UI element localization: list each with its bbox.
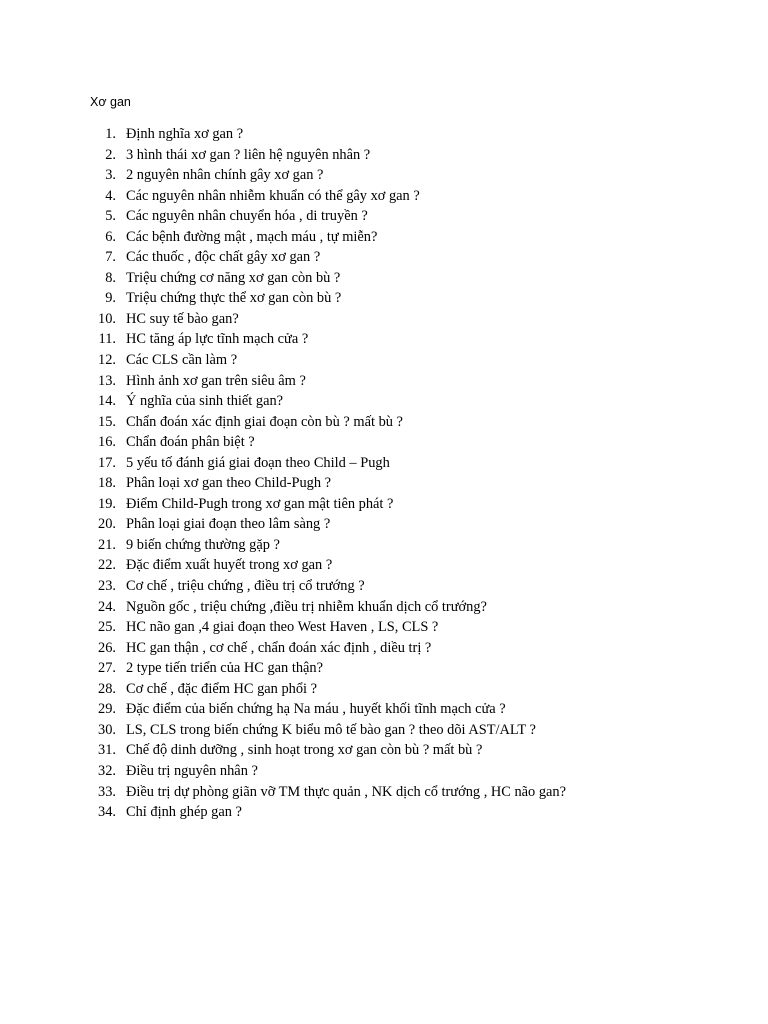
question-item (90, 514, 566, 535)
question-item (90, 412, 566, 433)
question-number: 20. (98, 516, 116, 533)
question-text: Chế độ dinh dưỡng , sinh hoạt trong xơ gan còn bù ? mất bù ? (126, 742, 483, 759)
question-item (90, 597, 566, 618)
question-number: 29. (98, 701, 116, 718)
question-number: 15. (98, 413, 116, 430)
question-item (90, 699, 566, 720)
question-item (90, 453, 566, 474)
question-item (90, 432, 566, 453)
question-text: Ý nghĩa của sinh thiết gan? (126, 393, 284, 410)
question-number: 13. (98, 372, 116, 389)
question-item (90, 535, 566, 556)
question-text: Chỉ định ghép gan ? (126, 804, 242, 821)
question-number: 8. (105, 269, 116, 286)
question-number: 22. (98, 557, 116, 574)
question-text: Hình ảnh xơ gan trên siêu âm ? (126, 372, 306, 389)
question-text: Đặc điểm của biến chứng hạ Na máu , huyết khối tĩnh mạch cửa ? (126, 701, 506, 718)
question-number: 12. (98, 352, 116, 369)
question-item (90, 638, 566, 659)
question-item (90, 329, 566, 350)
question-text: Phân loại xơ gan theo Child-Pugh ? (126, 475, 332, 492)
question-number: 21. (98, 536, 116, 553)
question-item (90, 658, 566, 679)
question-item (90, 576, 566, 597)
document-title: Xơ gan (90, 95, 131, 109)
question-text: Đặc điểm xuất huyết trong xơ gan ? (126, 557, 333, 574)
question-item (90, 617, 566, 638)
question-item (90, 165, 566, 186)
question-item (90, 206, 566, 227)
question-number: 17. (98, 454, 116, 471)
question-item (90, 227, 566, 248)
question-item (90, 186, 566, 207)
question-number: 32. (98, 762, 116, 779)
question-number: 6. (105, 228, 116, 245)
question-text: 5 yếu tố đánh giá giai đoạn theo Child – Pugh (126, 454, 390, 471)
question-number: 24. (98, 598, 116, 615)
question-number: 34. (98, 804, 116, 821)
question-text: Điều trị dự phòng giãn vỡ TM thực quản , NK dịch cổ trướng , HC não gan? (126, 783, 567, 800)
question-item (90, 288, 566, 309)
question-item (90, 473, 566, 494)
question-text: 2 type tiến triển của HC gan thận? (126, 660, 324, 677)
question-text: Các nguyên nhân chuyển hóa , di truyền ? (126, 208, 368, 225)
question-item (90, 720, 566, 741)
question-number: 10. (98, 310, 116, 327)
question-number: 9. (105, 290, 116, 307)
question-item (90, 350, 566, 371)
question-text: Cơ chế , triệu chứng , điều trị cổ trướng ? (126, 578, 365, 595)
question-item (90, 391, 566, 412)
question-number: 23. (98, 578, 116, 595)
question-text: HC gan thận , cơ chế , chẩn đoán xác định , diều trị ? (126, 639, 432, 656)
question-text: Chẩn đoán xác định giai đoạn còn bù ? mất bù ? (126, 413, 403, 430)
question-list (90, 124, 566, 823)
question-item (90, 802, 566, 823)
question-number: 7. (105, 249, 116, 266)
question-text: HC não gan ,4 giai đoạn theo West Haven , LS, CLS ? (126, 619, 439, 636)
question-number: 19. (98, 495, 116, 512)
question-item (90, 145, 566, 166)
question-text: Triệu chứng thực thể xơ gan còn bù ? (126, 290, 342, 307)
question-text: Các bệnh đường mật , mạch máu , tự miễn? (126, 228, 378, 245)
question-text: HC suy tế bào gan? (126, 310, 239, 327)
question-text: Chẩn đoán phân biệt ? (126, 434, 255, 451)
question-text: HC tăng áp lực tĩnh mạch cửa ? (126, 331, 309, 348)
question-text: 9 biến chứng thường gặp ? (126, 536, 280, 553)
question-number: 5. (105, 208, 116, 225)
question-item (90, 247, 566, 268)
question-number: 16. (98, 434, 116, 451)
question-text: Phân loại giai đoạn theo lâm sàng ? (126, 516, 331, 533)
question-number: 30. (98, 721, 116, 738)
question-number: 18. (98, 475, 116, 492)
question-item (90, 124, 566, 145)
question-text: Các thuốc , độc chất gây xơ gan ? (126, 249, 321, 266)
question-number: 1. (105, 126, 116, 142)
question-text: 3 hình thái xơ gan ? liên hệ nguyên nhân ? (126, 146, 371, 163)
question-item (90, 761, 566, 782)
question-text: Nguồn gốc , triệu chứng ,điều trị nhiễm khuẩn dịch cổ trướng? (126, 598, 487, 615)
question-text: Định nghĩa xơ gan ? (126, 126, 244, 142)
question-number: 28. (98, 680, 116, 697)
question-item (90, 268, 566, 289)
question-number: 11. (98, 331, 116, 348)
question-number: 14. (98, 393, 116, 410)
question-number: 27. (98, 660, 116, 677)
question-number: 26. (98, 639, 116, 656)
question-item (90, 371, 566, 392)
question-text: Cơ chế , đặc điểm HC gan phổi ? (126, 680, 318, 697)
question-item (90, 494, 566, 515)
question-number: 3. (105, 167, 116, 184)
question-text: Các CLS cần làm ? (126, 352, 238, 369)
question-item (90, 782, 566, 803)
question-text: 2 nguyên nhân chính gây xơ gan ? (126, 167, 324, 184)
question-item (90, 309, 566, 330)
question-number: 4. (105, 187, 116, 204)
question-text: Điểm Child-Pugh trong xơ gan mật tiên phát ? (126, 495, 394, 512)
question-item (90, 740, 566, 761)
question-text: Điều trị nguyên nhân ? (126, 762, 258, 779)
question-text: Các nguyên nhân nhiễm khuẩn có thể gây xơ gan ? (126, 187, 420, 204)
question-text: LS, CLS trong biến chứng K biểu mô tế bào gan ? theo dõi AST/ALT ? (126, 721, 536, 738)
question-number: 31. (98, 742, 116, 759)
question-number: 25. (98, 619, 116, 636)
question-number: 2. (105, 146, 116, 163)
question-item (90, 555, 566, 576)
question-item (90, 679, 566, 700)
question-number: 33. (98, 783, 116, 800)
question-text: Triệu chứng cơ năng xơ gan còn bù ? (126, 269, 341, 286)
